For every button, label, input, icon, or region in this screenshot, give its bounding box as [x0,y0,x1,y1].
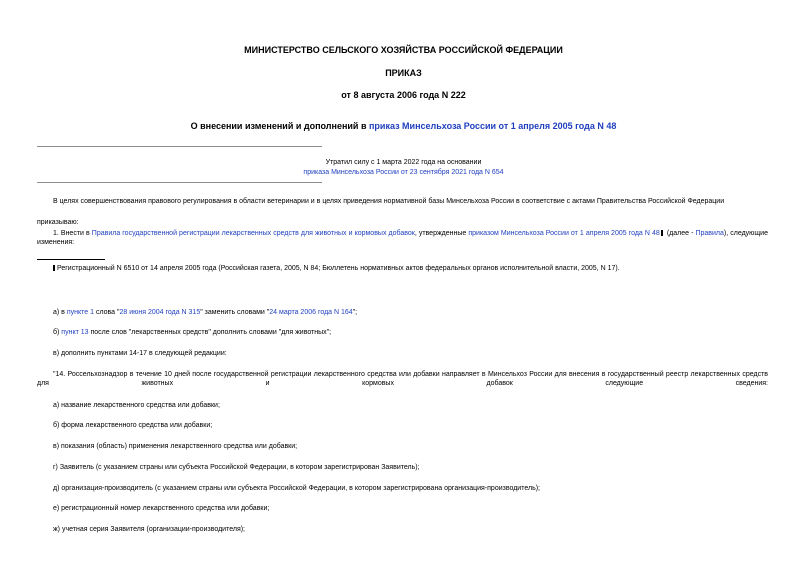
subitem-a-mid2: " заменить словами " [200,309,270,316]
footnote-rule [37,259,105,260]
document-date-number: от 8 августа 2006 года N 222 [341,90,466,100]
subitem-v: в) дополнить пунктами 14-17 в следующей редакции: [53,350,227,357]
ministry-name: МИНИСТЕРСТВО СЕЛЬСКОГО ХОЗЯЙСТВА РОССИЙСКОЙ ФЕДЕРАЦИИ [244,45,563,55]
status-note-bottom-rule [37,182,322,183]
subitem-b-start: б) [53,329,62,336]
new-resolution-link[interactable]: 24 марта 2006 года N 164 [269,309,353,316]
list-item: е) регистрационный номер лекарственного средства или добавки; [53,505,270,512]
item-1-after-link: (далее - [664,230,696,237]
list-item: б) форма лекарственного средства или добавки; [53,422,213,429]
paragraph-14-text: "14. Россельхознадзор в течение 10 дней после государственной регистрации лекарственного средства или добавки направляет в Минсельхоз России для внесения в государственный реестр лекарственных средств для животных и кормовых добавок следующие сведения: [37,371,768,387]
point-1-link[interactable]: пункте 1 [66,309,94,316]
item-1-mid: , утвержденные [414,230,469,237]
item-1-paragraph [37,229,768,247]
document-title [0,121,807,132]
rules-short-link[interactable]: Правила [695,230,724,237]
list-item: в) показания (область) применения лекарственного средства или добавки; [53,443,298,450]
footnote-marker-icon [53,265,55,271]
point-13-link[interactable]: пункт 13 [61,329,89,336]
list-item: г) Заявитель (с указанием страны или субъекта Российской Федерации, в котором зарегистрирован Заявитель); [53,464,420,471]
list-item: д) организация-производитель (с указанием страны или субъекта Российской Федерации, в котором зарегистрирована организация-производитель); [53,485,541,492]
subitem-a-start: а) в [53,309,67,316]
subitem-a-mid1: слова " [94,309,120,316]
order-word: приказываю: [37,219,79,226]
footnote-marker-icon [661,230,663,236]
status-note-line1: Утратил силу с 1 марта 2022 года на основании [325,159,482,166]
old-resolution-link[interactable]: 28 июня 2004 года N 315 [119,309,201,316]
subitem-b [53,328,331,337]
status-note-line2 [0,168,807,177]
document-type: ПРИКАЗ [385,68,422,78]
footnote [53,264,620,273]
subitem-a-end: "; [352,309,358,316]
list-item: ж) учетная серия Заявителя (организации-производителя); [53,526,246,533]
document-title-prefix: О внесении изменений и дополнений в [190,121,369,131]
footnote-text: Регистрационный N 6510 от 14 апреля 2005 года (Российская газета, 2005, N 84; Бюллетень нормативных актов федеральных органов исполнительной власти, 2005, N 17). [57,265,620,272]
preamble-paragraph: В целях совершенствования правового регулирования в области ветеринарии и в целях приведения нормативной базы Минсельхоза России в соответствие с актами Правительства Российской Федерации [53,198,725,205]
repealing-order-link[interactable]: приказа Минсельхоза России от 23 сентября 2021 года N 654 [303,169,504,176]
paragraph-14 [37,370,768,388]
list-item: а) название лекарственного средства или добавки; [53,402,220,409]
subitem-a [53,308,357,317]
order-48-link[interactable]: приказом Минсельхоза России от 1 апреля 2005 года N 48 [468,230,660,237]
registration-rules-link[interactable]: Правила государственной регистрации лекарственных средств для животных и кормовых добавок [91,230,415,237]
item-1-end: ), следующие изменения: [37,230,768,246]
status-note-top-rule [37,146,322,147]
item-1-start: 1. Внести в [53,230,92,237]
subitem-b-end: после слов "лекарственных средств" дополнить словами "для животных"; [88,329,332,336]
amended-order-link[interactable]: приказ Минсельхоза России от 1 апреля 2005 года N 48 [369,121,617,131]
